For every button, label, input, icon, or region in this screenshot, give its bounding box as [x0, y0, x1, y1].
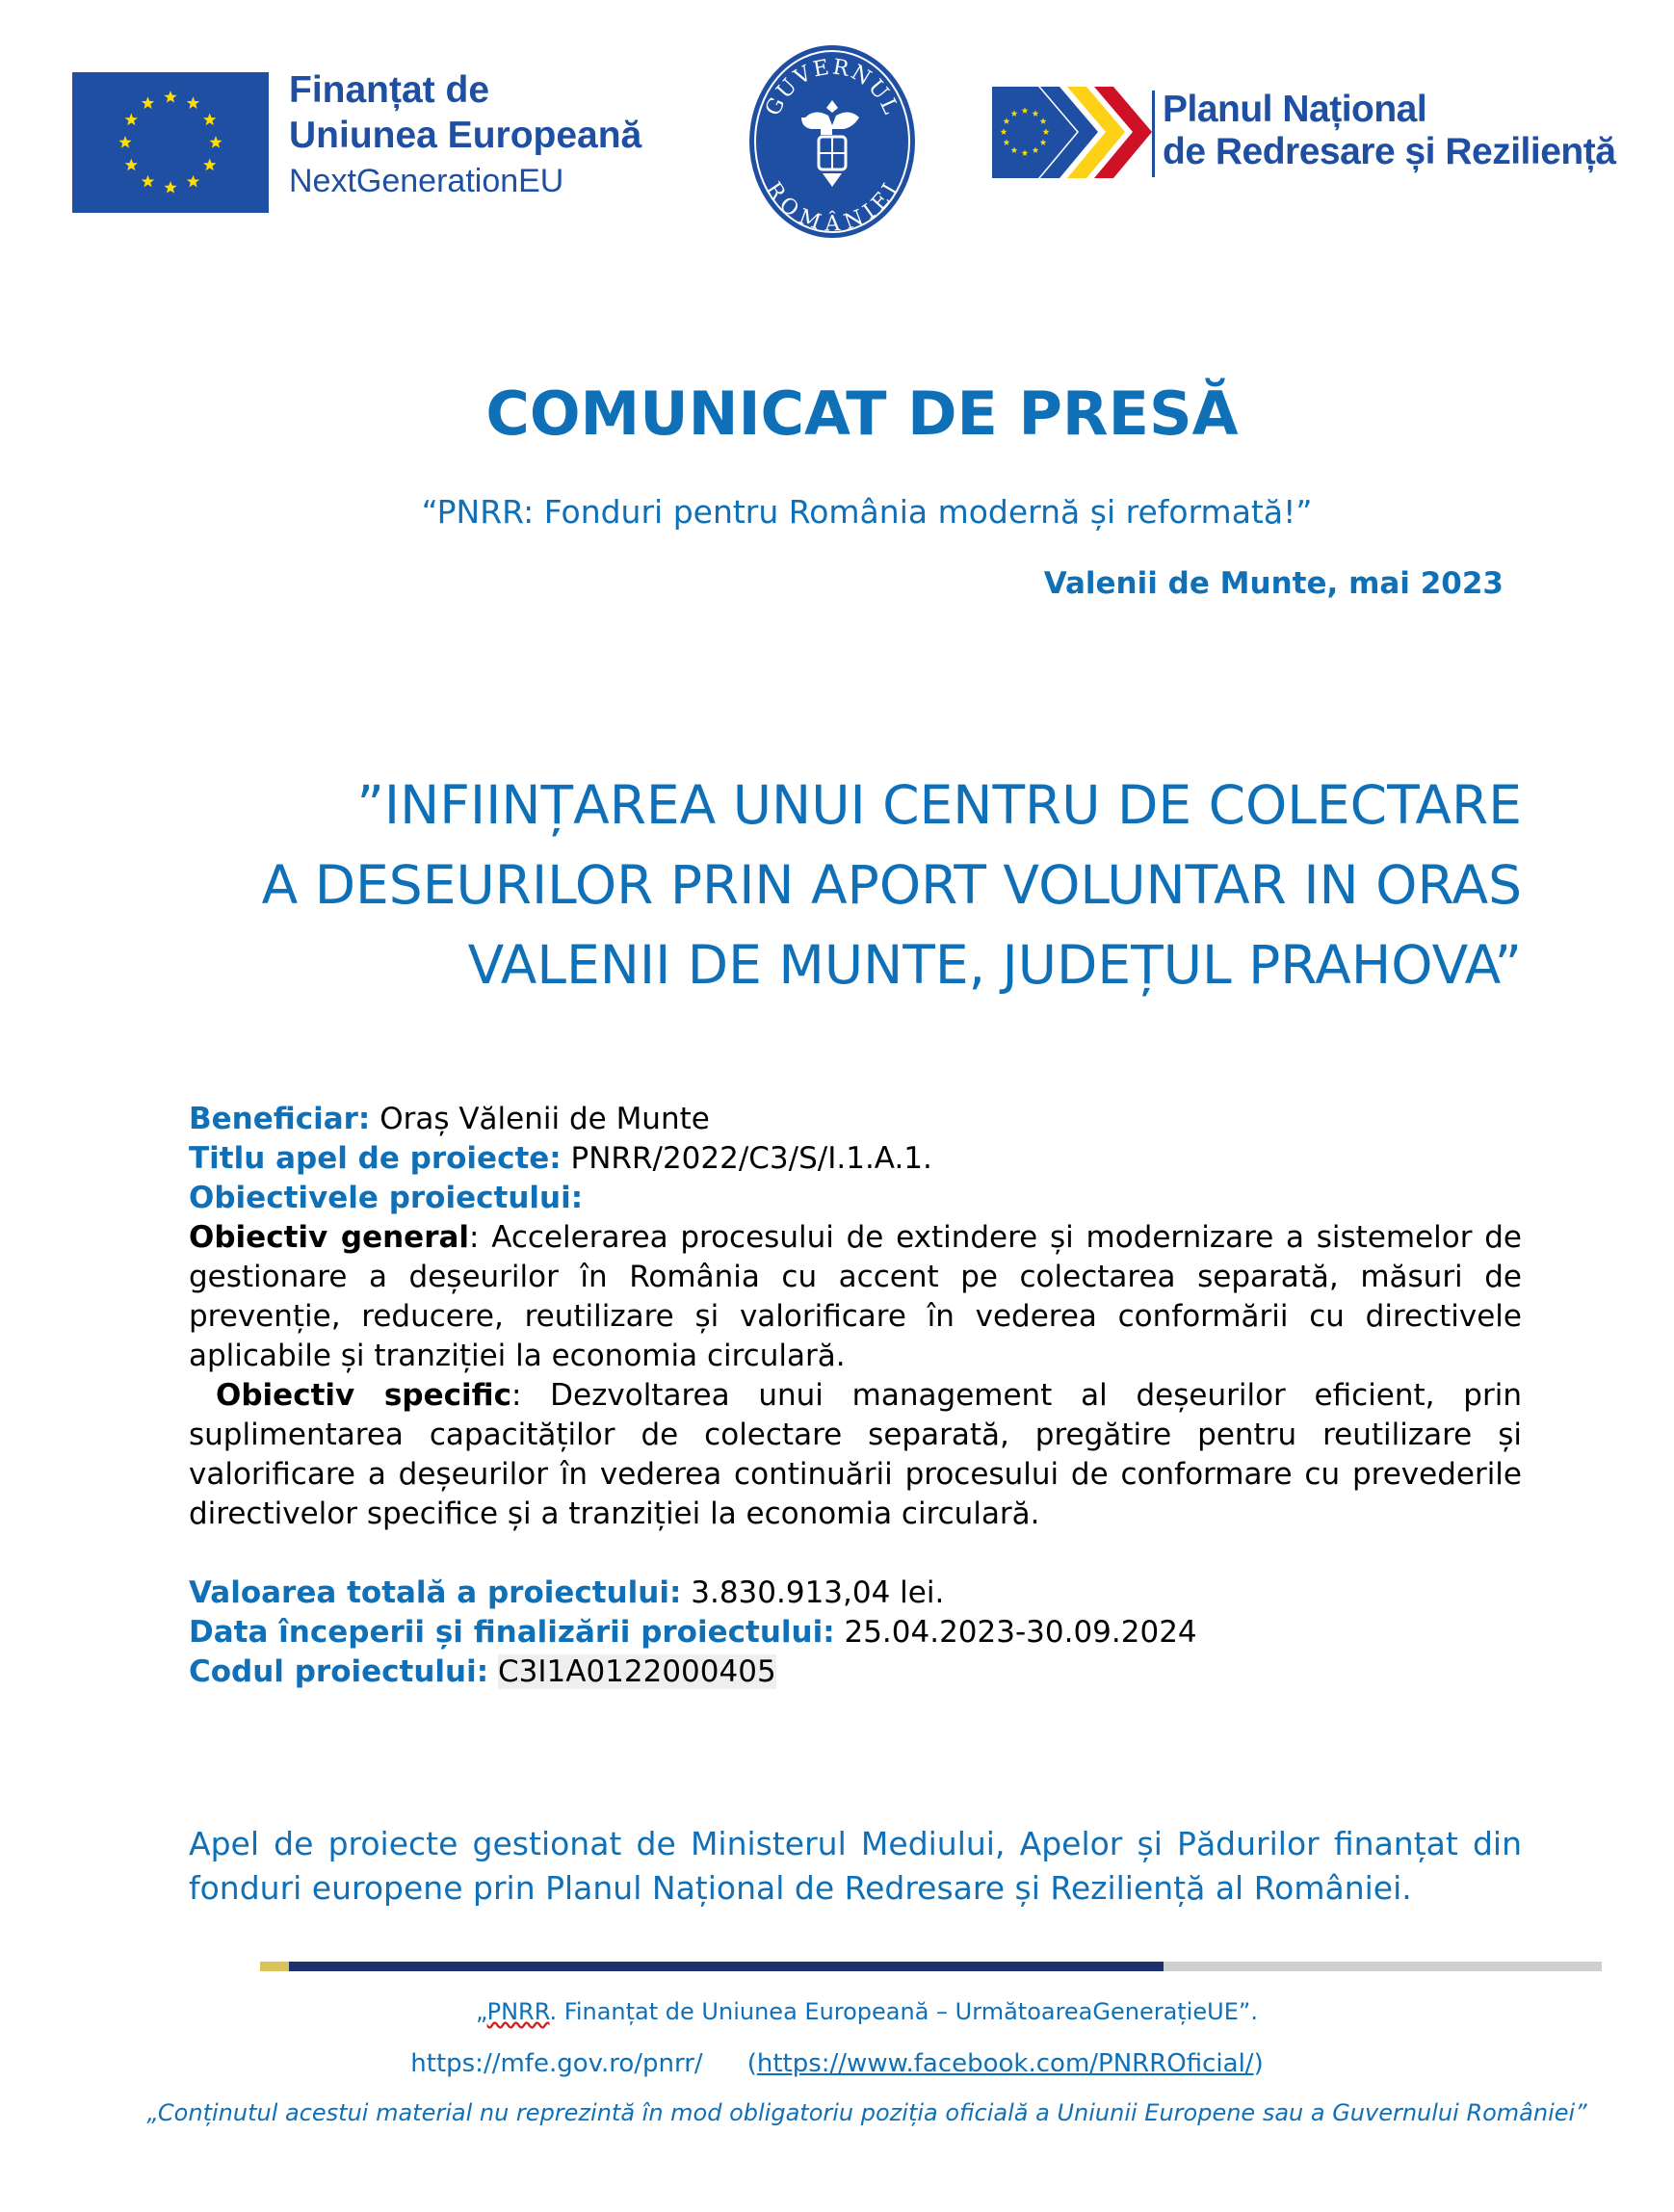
eu-text-line1: Finanțat de: [289, 69, 490, 111]
facebook-link-open: (: [746, 2049, 757, 2078]
eu-star-icon: [142, 175, 154, 188]
eu-funding-text: [289, 67, 641, 204]
press-release-title: COMUNICAT DE PRESĂ: [485, 378, 1239, 449]
call-title-row: [189, 1139, 1522, 1179]
code-label: Codul proiectului:: [189, 1654, 489, 1689]
pnrr-divider: [1152, 91, 1155, 177]
eu-star-icon: [187, 175, 199, 188]
footer-disclaimer: „Conținutul acestui material nu reprezintă în mod obligatoriu poziția oficială a Uniunii Europene sau a Guvernului României”: [146, 2099, 1587, 2126]
eu-star-icon: [164, 91, 176, 103]
facebook-link[interactable]: https://www.facebook.com/PNRROficial/: [756, 2049, 1254, 2078]
dates-label: Data începerii și finalizării proiectului:: [189, 1615, 835, 1650]
objectives-label: Obiectivele proiectului:: [189, 1181, 584, 1215]
footer-quote-open: „: [476, 1998, 487, 2025]
project-title-line2: A DESEURILOR PRIN APORT VOLUNTAR IN ORAS: [261, 854, 1522, 916]
funding-note: Apel de proiecte gestionat de Ministerul Mediului, Apelor și Pădurilor finanțat din fonduri europene prin Planul Național de Redresare și Reziliență al României.: [189, 1825, 1522, 1907]
location-date: Valenii de Munte, mai 2023: [1043, 566, 1504, 601]
spacer: [189, 1534, 1522, 1574]
mfe-link[interactable]: https://mfe.gov.ro/pnrr/: [410, 2049, 703, 2078]
total-value-row: [189, 1574, 1522, 1613]
press-release-subtitle: “PNRR: Fonduri pentru România modernă și reformată!”: [421, 493, 1313, 531]
eu-star-icon: [187, 96, 199, 109]
pnrr-text-line1: Planul Național: [1163, 89, 1427, 130]
eu-star-icon: [209, 136, 222, 148]
beneficiary-label: Beneficiar:: [189, 1102, 371, 1136]
eu-star-icon: [164, 181, 176, 194]
eu-star-icon: [203, 159, 216, 171]
code-value: C3I1A0122000405: [498, 1654, 776, 1689]
eu-star-icon: [203, 114, 216, 126]
seal-text-bottom: ROMÂNIEI: [760, 177, 904, 237]
government-seal-logo: [747, 42, 917, 241]
eu-text-line2: Uniunea Europeană: [289, 115, 642, 156]
footer-slogan: [0, 1998, 1674, 2025]
pnrr-text-line2: de Redresare și Reziliență: [1163, 131, 1616, 172]
specific-objective-text: : Dezvoltarea unui management al deșeurilor eficient, prin suplimentarea capacităților de colectare separată, pregătire pentru reutilizare și valorificare a deșeurilor în vederea continuării procesului de conformare cu prevederile directivelor specifice și a tranziției la economia circulară.: [189, 1378, 1522, 1531]
project-title-line3: VALENII DE MUNTE, JUDEȚUL PRAHOVA”: [467, 934, 1522, 996]
footer-pnrr-word: PNRR: [486, 1998, 550, 2025]
total-value-amount: 3.830.913,04 lei.: [681, 1575, 945, 1610]
pnrr-logo-text: [1163, 89, 1615, 173]
eu-stars-icon: [72, 72, 269, 213]
project-title-line1: ”INFIINȚAREA UNUI CENTRU DE COLECTARE: [356, 774, 1522, 836]
general-objective-paragraph: [189, 1218, 1522, 1376]
call-title-label: Titlu apel de proiecte:: [189, 1141, 562, 1176]
facebook-link-close: ): [1253, 2049, 1264, 2078]
dates-value: 25.04.2023-30.09.2024: [834, 1615, 1197, 1650]
code-row: [189, 1652, 1522, 1692]
footer-links: [0, 2049, 1674, 2078]
pnrr-logo: [992, 87, 1165, 178]
objectives-heading: [189, 1179, 1522, 1218]
project-title: [144, 766, 1522, 1005]
eu-flag-logo: [72, 72, 269, 213]
beneficiary-value: Oraș Vălenii de Munte: [370, 1102, 710, 1136]
beneficiary-row: [189, 1100, 1522, 1139]
general-objective-label: Obiectiv general: [189, 1220, 470, 1255]
project-details: [189, 1100, 1522, 1692]
call-title-value: PNRR/2022/C3/S/I.1.A.1.: [561, 1141, 932, 1176]
eu-star-icon: [125, 114, 138, 126]
general-objective-text: : Accelerarea procesului de extindere și modernizare a sistemelor de gestionare a deșeurilor în România cu accent pe colectarea separată, măsuri de prevenție, reducere, reutilizare și valorificare în vederea conformării cu directivele aplicabile și tranziției la economia circulară.: [189, 1220, 1522, 1373]
eu-star-icon: [125, 159, 138, 171]
eu-star-icon: [142, 96, 154, 109]
eu-text-line3: NextGenerationEU: [289, 163, 564, 199]
total-value-label: Valoarea totală a proiectului:: [189, 1575, 682, 1610]
footer-slogan-text: . Finanțat de Uniunea Europeană – UrmătoareaGenerațieUE”.: [549, 1998, 1258, 2025]
dates-row: [189, 1613, 1522, 1652]
specific-objective-label: Obiectiv specific: [216, 1378, 511, 1413]
specific-objective-paragraph: [189, 1376, 1522, 1534]
eu-star-icon: [118, 136, 131, 148]
footer-color-bar: [260, 1962, 1602, 1971]
seal-text-top: GUVERNUL: [761, 55, 903, 120]
